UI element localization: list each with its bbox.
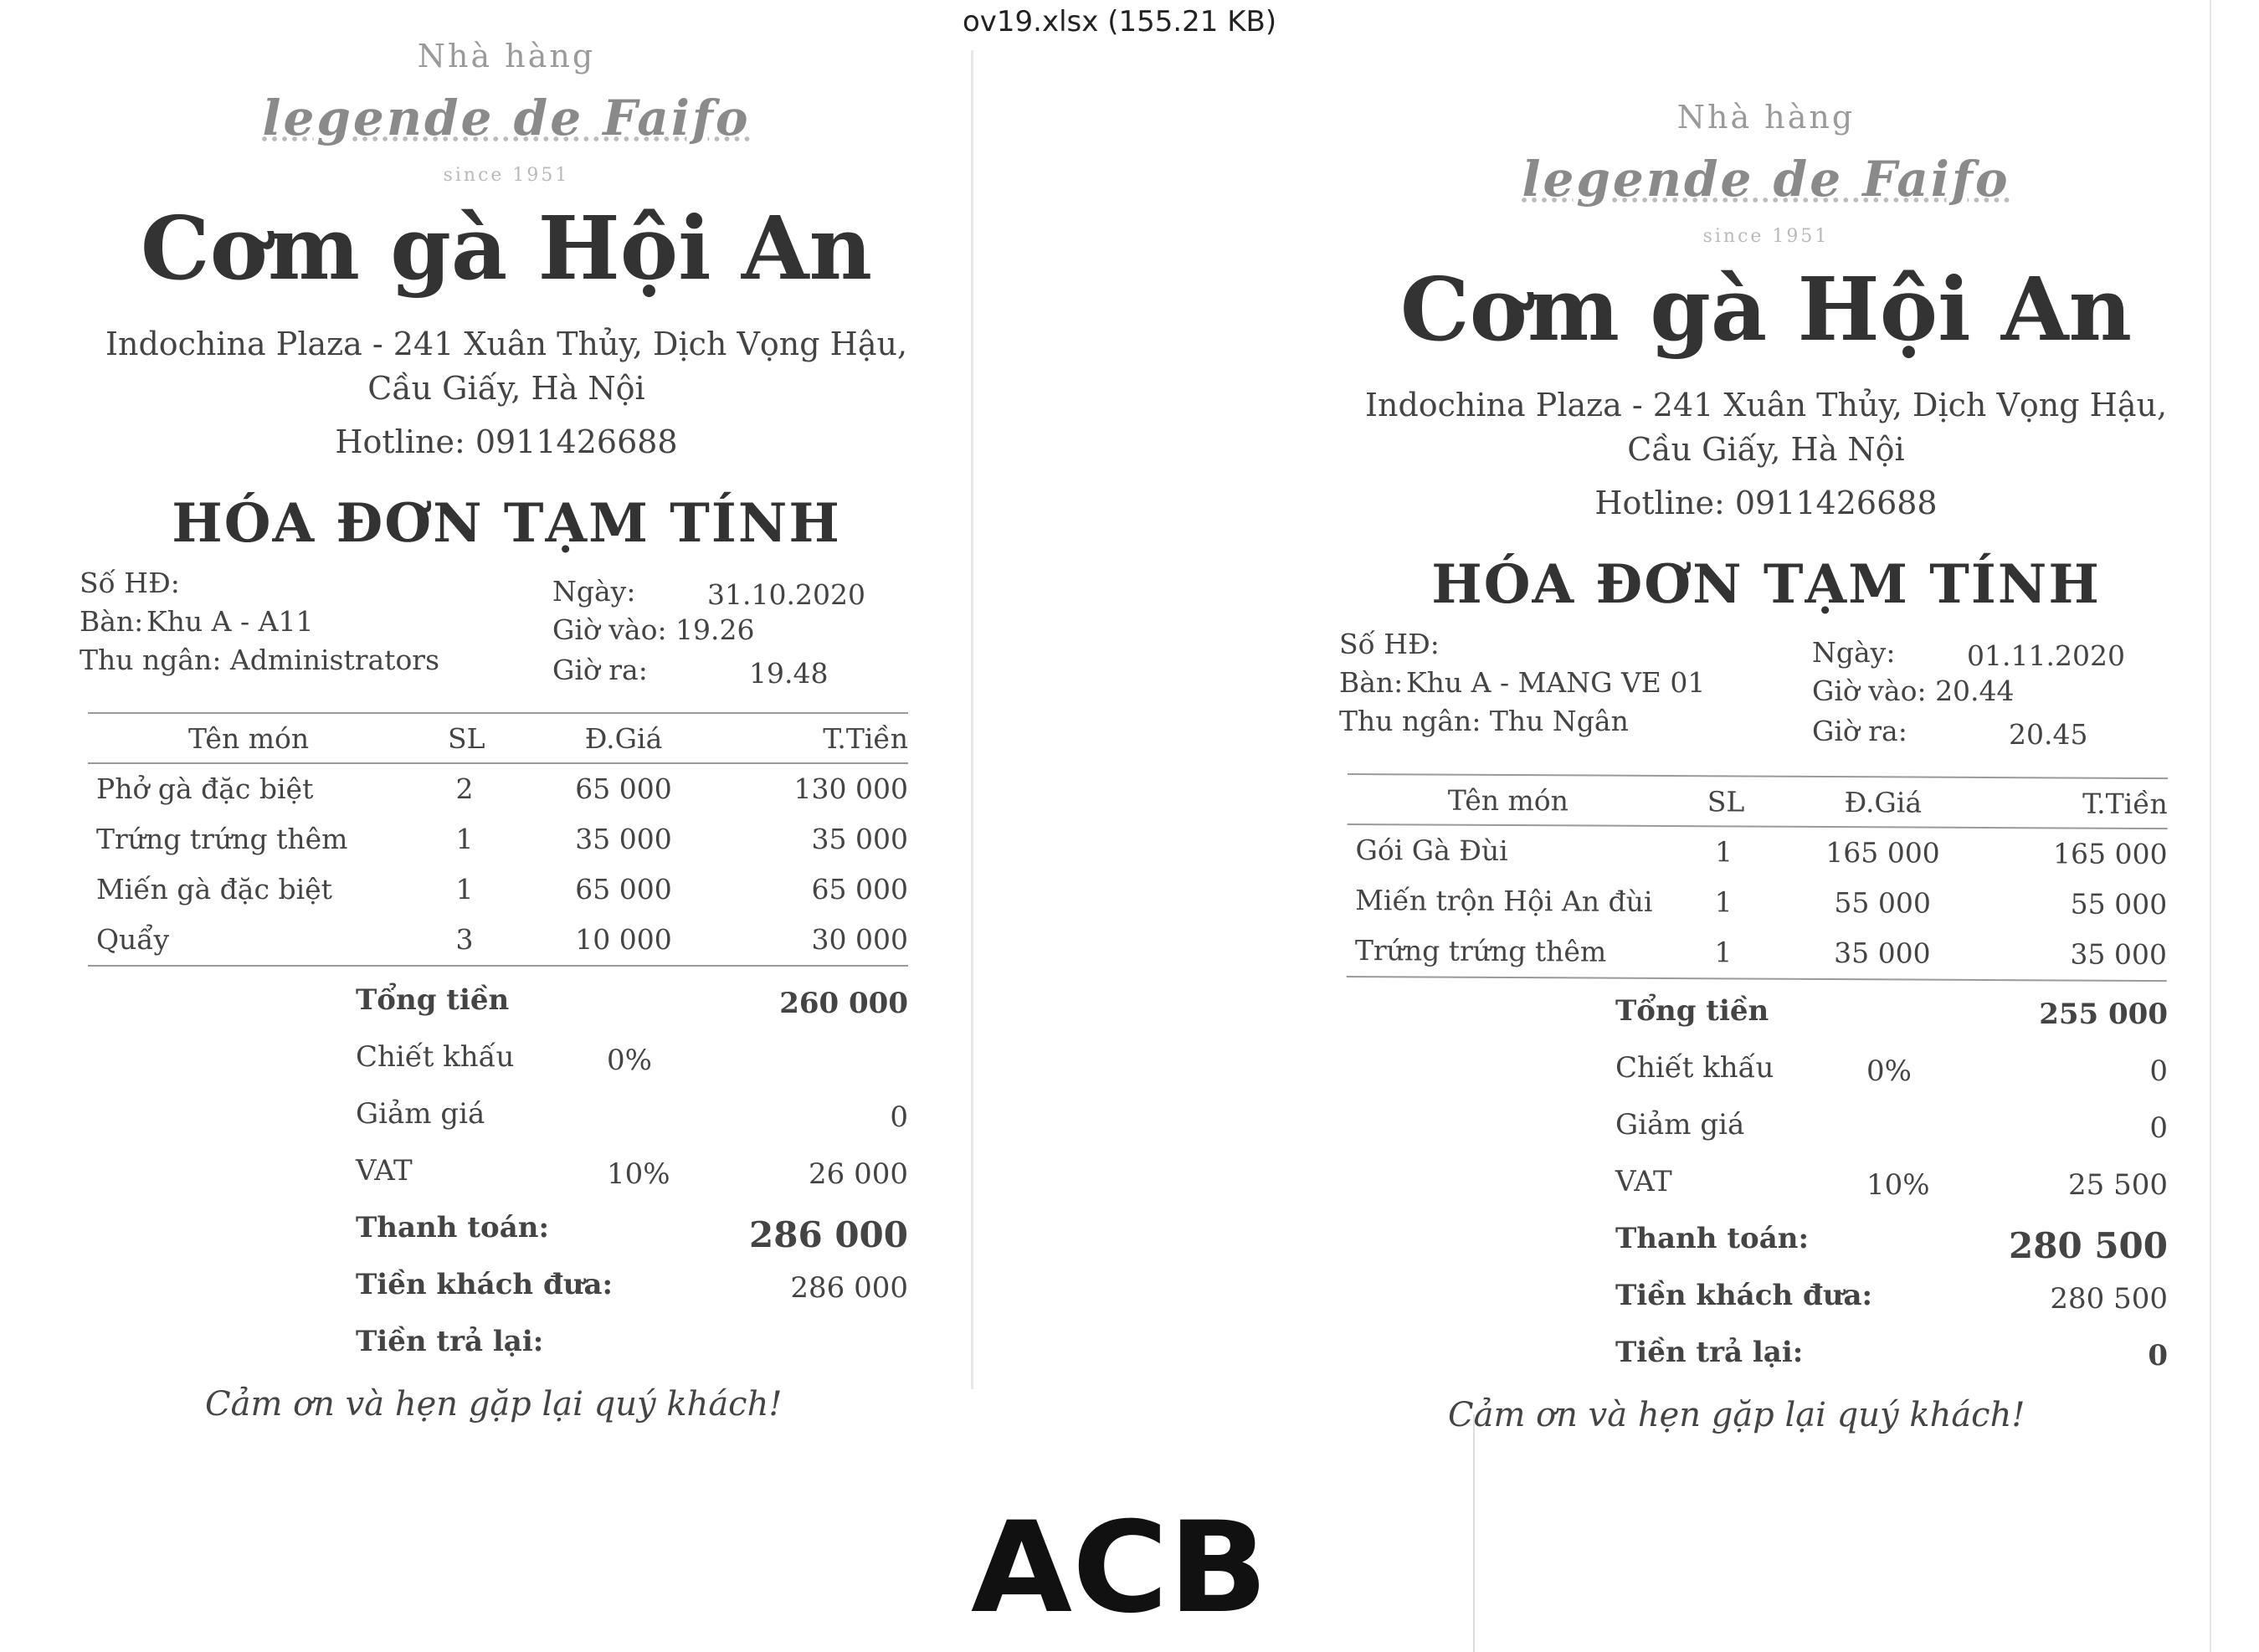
address-line: Indochina Plaza - 241 Xuân Thủy, Dịch Vọng Hậu,: [105, 326, 908, 363]
payment-value: 280 500: [2009, 1224, 2168, 1266]
item-price: 165 000: [1825, 835, 1940, 870]
col-total-header: T.Tiền: [2082, 787, 2168, 820]
discount-row: [88, 1032, 925, 1089]
item-qty: 2: [455, 772, 474, 805]
table-row: [88, 814, 925, 864]
invoice-number-label: Số HĐ:: [80, 566, 180, 599]
item-total: 55 000: [2070, 887, 2168, 921]
item-total: 35 000: [2070, 937, 2167, 971]
vat-row: [88, 1146, 925, 1203]
total-value: 260 000: [779, 986, 908, 1020]
receipt-left: [80, 38, 925, 1424]
vat-percent: 10%: [1866, 1167, 1930, 1202]
change-row: [1348, 1327, 2185, 1384]
restaurant-label: Nhà hàng: [1676, 99, 1856, 136]
change-value: 0: [2148, 1338, 2168, 1372]
brand-name: legende de Faifo: [1522, 151, 2010, 208]
table-rule: [88, 965, 908, 967]
cashier: Thu ngân: Thu Ngân: [1339, 704, 1629, 737]
table-value: Khu A - A11: [146, 604, 314, 638]
item-price: 55 000: [1834, 885, 1932, 920]
vat-label: VAT: [1615, 1164, 1672, 1198]
item-price: 10 000: [575, 922, 672, 956]
table-rows: [1347, 825, 2185, 980]
reduction-value: 0: [2149, 1111, 2168, 1145]
item-price: 35 000: [1834, 936, 1931, 970]
change-row: [88, 1316, 925, 1373]
col-name-header: Tên món: [1447, 783, 1569, 817]
vat-label: VAT: [356, 1153, 413, 1188]
discount-row: [1348, 1043, 2185, 1100]
item-name: Gói Gà Đùi: [1355, 833, 1508, 867]
item-name: Phở gà đặc biệt: [96, 772, 314, 805]
table-row: [88, 864, 925, 915]
invoice-number-label: Số HĐ:: [1339, 627, 1440, 660]
table-row: [88, 915, 925, 965]
receipt-right: [1339, 99, 2185, 1434]
discount-label: Chiết khấu: [356, 1039, 515, 1074]
thank-you-note: Cảm ơn và hẹn gặp lại quý khách!: [205, 1384, 783, 1424]
item-total: 30 000: [811, 922, 908, 956]
hotline: Hotline: 0911426688: [1594, 484, 1938, 521]
col-price-header: Đ.Giá: [1844, 785, 1923, 819]
time-in: Giờ vào: 20.44: [1812, 674, 2015, 707]
item-qty: 1: [1714, 935, 1733, 968]
reduction-label: Giảm giá: [356, 1096, 485, 1131]
since-text: since 1951: [443, 165, 570, 186]
receipt-header: [88, 38, 925, 555]
vat-row: [1348, 1157, 2185, 1213]
date-label: Ngày:: [1812, 635, 1896, 669]
address: [1348, 383, 2185, 472]
vat-percent: 10%: [607, 1157, 670, 1191]
brand-name: legende de Faifo: [262, 90, 751, 146]
date-value: 31.10.2020: [707, 577, 865, 611]
time-out-label: Giờ ra:: [1812, 714, 1907, 747]
since-text: since 1951: [1702, 226, 1830, 247]
page-edge: [1473, 1414, 1475, 1652]
totals: [88, 975, 925, 1373]
invoice-title: HÓA ĐƠN TẠM TÍNH: [1431, 552, 2101, 616]
discount-percent: 0%: [607, 1043, 652, 1077]
item-total: 65 000: [811, 872, 908, 906]
col-qty-header: SL: [1707, 784, 1745, 818]
item-qty: 3: [455, 922, 474, 956]
col-qty-header: SL: [448, 721, 485, 755]
item-name: Miến trộn Hội An đùi: [1355, 883, 1653, 918]
paid-value: 286 000: [790, 1270, 908, 1305]
table-row: [88, 764, 925, 814]
payment-row: [1348, 1213, 2185, 1270]
total-label: Tổng tiền: [356, 982, 510, 1017]
table-label: Bàn:: [1339, 665, 1404, 699]
item-price: 65 000: [575, 872, 672, 906]
total-row: [88, 975, 925, 1032]
discount-percent: 0%: [1866, 1054, 1912, 1088]
item-qty: 1: [455, 822, 474, 855]
item-qty: 1: [1714, 885, 1733, 918]
date-value: 01.11.2020: [1967, 639, 2125, 672]
address-line: Indochina Plaza - 241 Xuân Thủy, Dịch Vọng Hậu,: [1364, 387, 2168, 424]
cashier: Thu ngân: Administrators: [80, 643, 440, 676]
total-row: [1348, 986, 2185, 1043]
payment-label: Thanh toán:: [356, 1210, 550, 1244]
invoice-title: HÓA ĐƠN TẠM TÍNH: [172, 491, 841, 555]
table-value: Khu A - MANG VE 01: [1406, 665, 1706, 699]
page-divider: [971, 50, 973, 1389]
table-row: [1347, 875, 2184, 930]
item-name: Trứng trứng thêm: [1354, 933, 1607, 968]
table-header: [88, 714, 925, 762]
table-header: [1348, 775, 2185, 828]
time-out-label: Giờ ra:: [552, 653, 648, 686]
paid-value: 280 500: [2050, 1281, 2168, 1316]
acb-logo: [971, 1498, 1272, 1624]
items-table: [88, 712, 925, 967]
file-name: ov19.xlsx (155.21 KB): [963, 5, 1277, 38]
total-label: Tổng tiền: [1615, 993, 1769, 1028]
total-value: 255 000: [2039, 997, 2168, 1031]
item-total: 165 000: [2052, 836, 2168, 870]
time-out-value: 19.48: [749, 656, 829, 690]
change-label: Tiền trả lại:: [356, 1324, 544, 1358]
paid-row: [88, 1260, 925, 1316]
totals: [1348, 986, 2185, 1384]
item-qty: 1: [1714, 834, 1733, 868]
table-label: Bàn:: [80, 604, 144, 638]
col-total-header: T.Tiền: [823, 721, 908, 755]
reduction-row: [88, 1089, 925, 1146]
discount-label: Chiết khấu: [1615, 1050, 1774, 1085]
paid-row: [1348, 1270, 2185, 1327]
vat-value: 25 500: [2068, 1167, 2168, 1202]
time-in: Giờ vào: 19.26: [552, 613, 755, 646]
reduction-row: [1348, 1100, 2185, 1157]
receipt-header: [1348, 99, 2185, 616]
paid-label: Tiền khách đưa:: [356, 1267, 614, 1301]
col-price-header: Đ.Giá: [584, 721, 663, 755]
item-price: 35 000: [575, 822, 672, 855]
vat-value: 26 000: [809, 1157, 908, 1191]
invoice-info: [80, 566, 925, 700]
thank-you-note: Cảm ơn và hẹn gặp lại quý khách!: [1448, 1395, 2025, 1434]
shop-name: Cơm gà Hội An: [140, 197, 873, 300]
payment-label: Thanh toán:: [1615, 1221, 1810, 1255]
address-line: Cầu Giấy, Hà Nội: [367, 370, 645, 408]
date-label: Ngày:: [552, 574, 636, 608]
hotline: Hotline: 0911426688: [335, 423, 678, 460]
reduction-value: 0: [890, 1100, 908, 1134]
item-total: 35 000: [811, 822, 908, 855]
time-out-value: 20.45: [2009, 717, 2088, 751]
item-qty: 1: [455, 872, 474, 906]
table-row: [1347, 825, 2184, 880]
address: [88, 322, 925, 411]
page-edge: [2210, 0, 2211, 1652]
discount-value: 0: [2149, 1054, 2168, 1088]
items-table: [1347, 773, 2185, 982]
shop-name: Cơm gà Hội An: [1399, 258, 2133, 361]
table-row: [1347, 926, 2184, 980]
reduction-label: Giảm giá: [1615, 1107, 1745, 1142]
item-name: Miến gà đặc biệt: [96, 872, 332, 906]
change-label: Tiền trả lại:: [1615, 1335, 1804, 1369]
logo-text: ACB: [971, 1498, 1268, 1624]
item-name: Quẩy: [96, 922, 170, 956]
restaurant-label: Nhà hàng: [417, 38, 596, 74]
paid-label: Tiền khách đưa:: [1615, 1278, 1873, 1312]
table-rows: [88, 764, 925, 965]
item-name: Trứng trứng thêm: [96, 822, 348, 855]
item-price: 65 000: [575, 772, 672, 805]
col-name-header: Tên món: [188, 721, 310, 755]
item-total: 130 000: [793, 772, 908, 805]
payment-value: 286 000: [749, 1213, 908, 1255]
address-line: Cầu Giấy, Hà Nội: [1627, 431, 1905, 469]
invoice-info: [1339, 627, 2185, 762]
payment-row: [88, 1203, 925, 1260]
